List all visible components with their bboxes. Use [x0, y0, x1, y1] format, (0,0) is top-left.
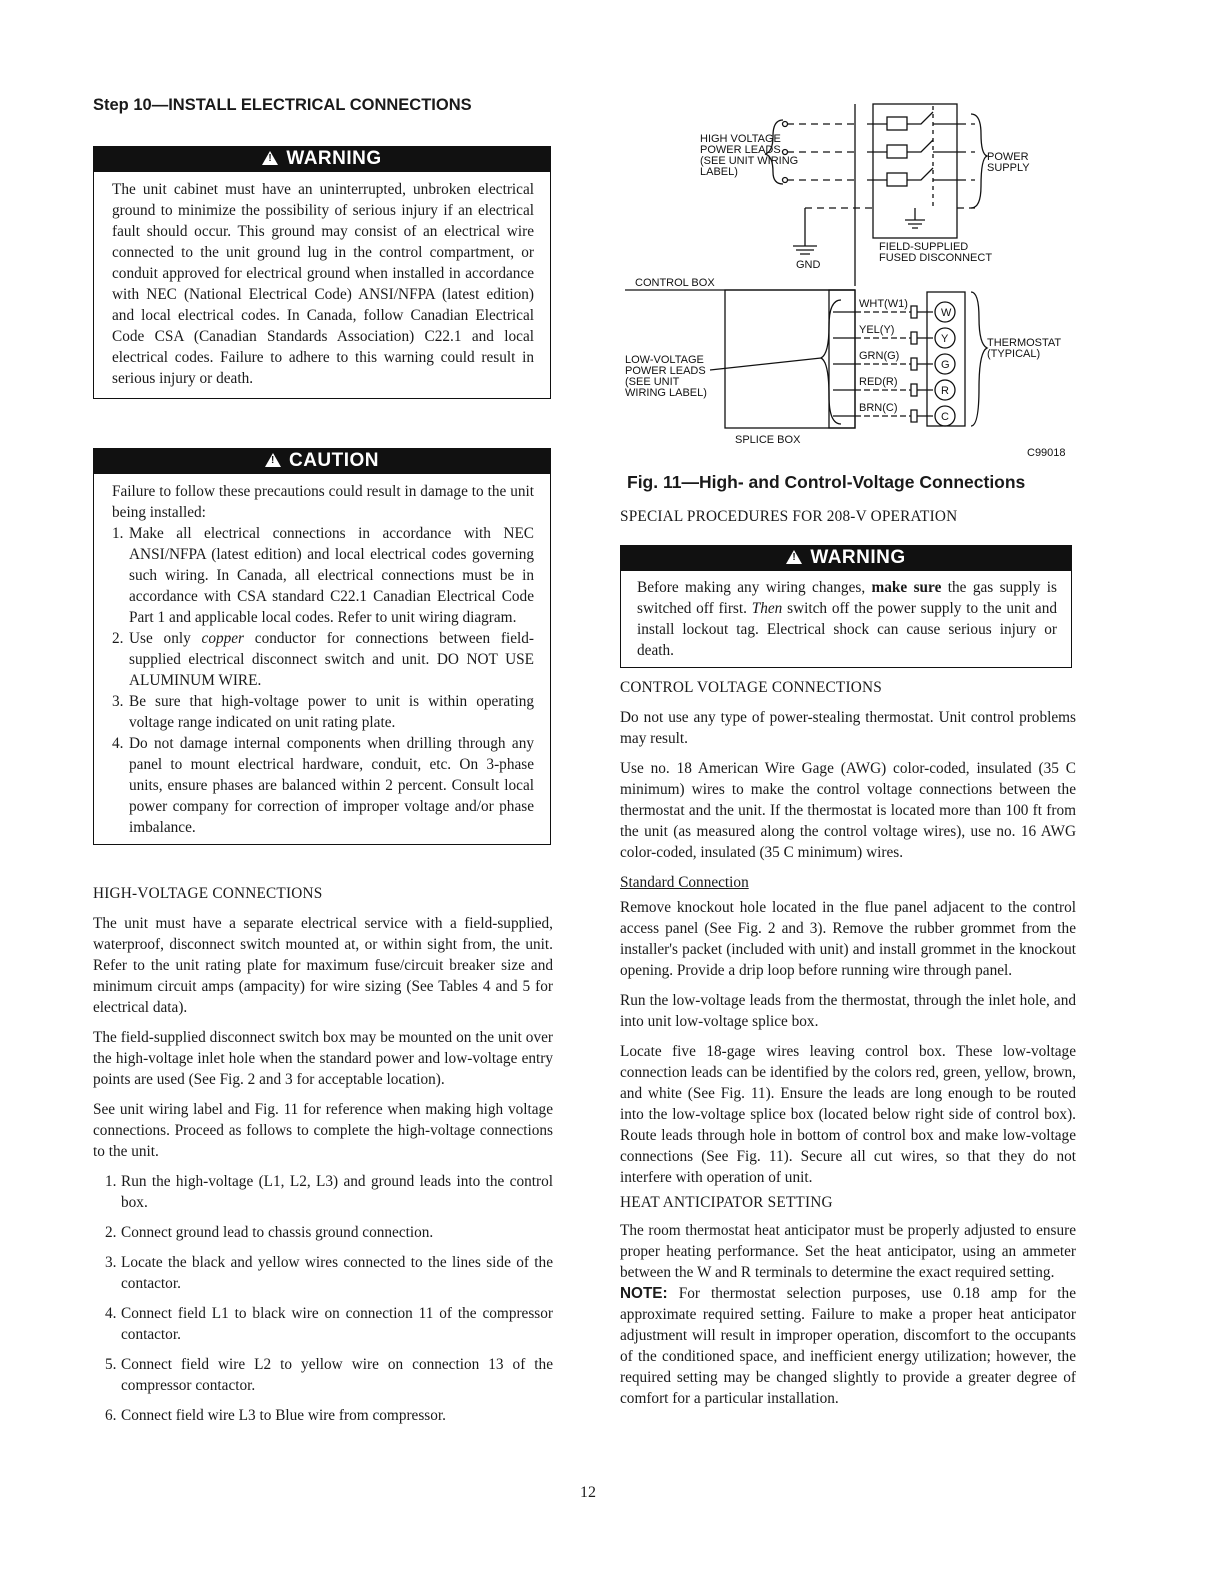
- cv-paragraph: Do not use any type of power-stealing thermostat. Unit control problems may result.: [620, 709, 1076, 747]
- warning-triangle-icon: [786, 550, 802, 564]
- power-supply-label: SUPPLY: [987, 162, 1030, 174]
- cv-paragraph: Remove knockout hole located in the flue panel adjacent to the control access panel (See Fig. 2 and 3). Remove the rubber grommet from the installer's packet (included with unit) and install grommet in the knockout opening. Provide a drip loop before running wire through panel.: [620, 899, 1076, 979]
- splice-box-label: SPLICE BOX: [735, 434, 801, 446]
- disconnect-label: FUSED DISCONNECT: [879, 252, 993, 264]
- cv-heading: CONTROL VOLTAGE CONNECTIONS: [620, 679, 882, 696]
- caution-item: 1. Make all electrical connections in accordance with NEC ANSI/NFPA (latest edition) and local electrical codes governing such wiring. In Canada, all electrical connections must be in accordance with CSA standard C22.1 Canadian Electrical Code Part 1 and applicable local codes. Refer to unit wiring diagram.: [112, 525, 534, 626]
- hv-step: 5. Connect field wire L2 to yellow wire on connection 13 of the compressor contactor.: [105, 1356, 553, 1394]
- hv-step: 3. Locate the black and yellow wires connected to the lines side of the contactor.: [105, 1254, 553, 1292]
- hv-leads-label: POWER LEADS: [700, 144, 781, 156]
- wire-label: WHT(W1): [859, 298, 908, 310]
- hv-leads-label: HIGH VOLTAGE: [700, 133, 781, 145]
- terminal-label: C: [941, 411, 949, 423]
- lv-leads-label: POWER LEADS: [625, 365, 706, 377]
- terminal-label: W: [941, 307, 952, 319]
- lv-leads-label: (SEE UNIT: [625, 376, 680, 388]
- figure-caption: Fig. 11—High- and Control-Voltage Connections: [627, 472, 1026, 492]
- terminal-label: Y: [941, 333, 949, 345]
- cv-paragraph: Locate five 18-gage wires leaving control box. These low-voltage connection leads can be identified by the colors red, green, yellow, brown, and white (See Fig. 11). Ensure the leads are long enough to be routed into the low-voltage splice box (located below right side of control box). Route leads through hole in bottom of control box and make low-voltage connections (See Fig. 11). Secure all cut wires, so that they do not interfere with operation of unit.: [620, 1043, 1076, 1186]
- special-procedures-heading: SPECIAL PROCEDURES FOR 208-V OPERATION: [620, 508, 958, 525]
- disconnect-label: FIELD-SUPPLIED: [879, 241, 969, 253]
- wire-label: BRN(C): [859, 402, 898, 414]
- warning-header: [93, 146, 551, 172]
- lv-leads-label: WIRING LABEL): [625, 387, 707, 399]
- wire-label: RED(R): [859, 376, 898, 388]
- warning-title: WARNING: [286, 148, 382, 169]
- warning-triangle-icon: [262, 151, 278, 165]
- wire-label: GRN(G): [859, 350, 900, 362]
- hv-paragraph: The unit must have a separate electrical service with a field-supplied, waterproof, disconnect switch mounted at, or within sight from, the unit. Refer to the unit rating plate for maximum fuse/circuit breaker size and minimum circuit amps (ampacity) for wire sizing (See Tables 4 and 5 for electrical data).: [93, 915, 553, 1016]
- warning-header: [620, 545, 1072, 571]
- cv-paragraph: Run the low-voltage leads from the thermostat, through the inlet hole, and into unit low-voltage splice box.: [620, 992, 1076, 1030]
- cv-paragraph: Use no. 18 American Wire Gage (AWG) color-coded, insulated (35 C minimum) wires to make the control voltage connections between the thermostat and the unit. If the thermostat is located more than 100 ft from the unit (as measured along the control voltage wires), use no. 16 AWG color-coded, insulated (35 C minimum) wires.: [620, 760, 1076, 861]
- page-number: 12: [580, 1484, 596, 1501]
- hv-step: 1. Run the high-voltage (L1, L2, L3) and ground leads into the control box.: [105, 1173, 553, 1211]
- hv-paragraph: The field-supplied disconnect switch box may be mounted on the unit over the high-voltage inlet hole when the standard power and low-voltage entry points are used (See Fig. 2 and 3 for acceptable location).: [93, 1029, 553, 1088]
- hv-step: 2. Connect ground lead to chassis ground connection.: [105, 1224, 434, 1241]
- thermostat-label: (TYPICAL): [987, 348, 1041, 360]
- lv-leads-label: LOW-VOLTAGE: [625, 354, 704, 366]
- warning-text: Before making any wiring changes, make sure the gas supply is switched off first. Then switch off the power supply to the unit and install lockout tag. Electrical shock can cause serious injury or death.: [637, 579, 1057, 659]
- hv-leads-label: (SEE UNIT WIRING: [700, 155, 799, 167]
- caution-header: [93, 448, 551, 474]
- control-voltage-section: [620, 677, 1076, 1418]
- caution-box: [93, 448, 551, 845]
- warning-title: WARNING: [810, 547, 906, 568]
- ha-note: NOTE: For thermostat selection purposes, use 0.18 amp for the approximate required setting. Failure to make a proper heat anticipator adjustment will result in improper operation, discomfort to the occupants of the conditioned space, and inefficient energy utilization; however, the required setting may be changed slightly to provide a greater degree of comfort for a particular installation.: [620, 1285, 1076, 1407]
- power-supply-label: POWER: [987, 151, 1029, 163]
- high-voltage-section: [93, 883, 553, 1435]
- caution-intro: Failure to follow these precautions could result in damage to the unit being installed:: [112, 483, 534, 521]
- caution-item: 4. Do not damage internal components when drilling through any panel to mount electrical hardware, conduit, etc. On 3-phase units, ensure phases are balanced within 2 percent. Consult local power company for correction of improper voltage and/or phase imbalance.: [112, 735, 534, 836]
- wiring-diagram: [615, 96, 1085, 466]
- caution-title: CAUTION: [288, 450, 380, 471]
- warning-box: [93, 146, 551, 399]
- warning-text: The unit cabinet must have an uninterrupted, unbroken electrical ground to minimize the possibility of serious injury if an electrical fault should occur. This ground may consist of an electrical wire connected to the unit ground lug in the control compartment, or conduit approved for electrical ground when installed in accordance with NEC (National Electrical Code) ANSI/NFPA (latest edition) and local electrical codes. In Canada, follow Canadian Electrical Code CSA (Canadian Standards Association) C22.1 and local electrical codes. Failure to adhere to this warning could result in serious injury or death.: [112, 181, 534, 387]
- caution-triangle-icon: [265, 453, 281, 467]
- figure-code: C99018: [1027, 447, 1066, 459]
- terminal-label: R: [941, 385, 949, 397]
- thermostat-label: THERMOSTAT: [987, 337, 1062, 349]
- ha-heading: HEAT ANTICIPATOR SETTING: [620, 1194, 833, 1211]
- caution-item: 3. Be sure that high-voltage power to unit is within operating voltage range indicated on unit rating plate.: [112, 693, 534, 731]
- terminal-label: G: [941, 359, 950, 371]
- gnd-label: GND: [796, 259, 821, 271]
- step-heading: Step 10—INSTALL ELECTRICAL CONNECTIONS: [93, 96, 472, 114]
- warning-box-2: [620, 545, 1072, 668]
- standard-connection-heading: Standard Connection: [620, 874, 749, 891]
- hv-step: 4. Connect field L1 to black wire on connection 11 of the compressor contactor.: [105, 1305, 553, 1343]
- caution-item: 2. Use only copper conductor for connections between field-supplied electrical disconnect switch and unit. DO NOT USE ALUMINUM WIRE.: [112, 630, 534, 689]
- hv-heading: HIGH-VOLTAGE CONNECTIONS: [93, 885, 323, 902]
- wire-label: YEL(Y): [859, 324, 895, 336]
- hv-step: 6. Connect field wire L3 to Blue wire from compressor.: [105, 1407, 446, 1424]
- control-box-label: CONTROL BOX: [635, 277, 715, 289]
- ha-paragraph: The room thermostat heat anticipator must be properly adjusted to ensure proper heating performance. Set the heat anticipator, using an ammeter between the W and R terminals to determine the exact required setting.: [620, 1222, 1076, 1281]
- hv-paragraph: See unit wiring label and Fig. 11 for reference when making high voltage connections. Proceed as follows to complete the high-voltage connections to the unit.: [93, 1101, 553, 1160]
- hv-leads-label: LABEL): [700, 166, 738, 178]
